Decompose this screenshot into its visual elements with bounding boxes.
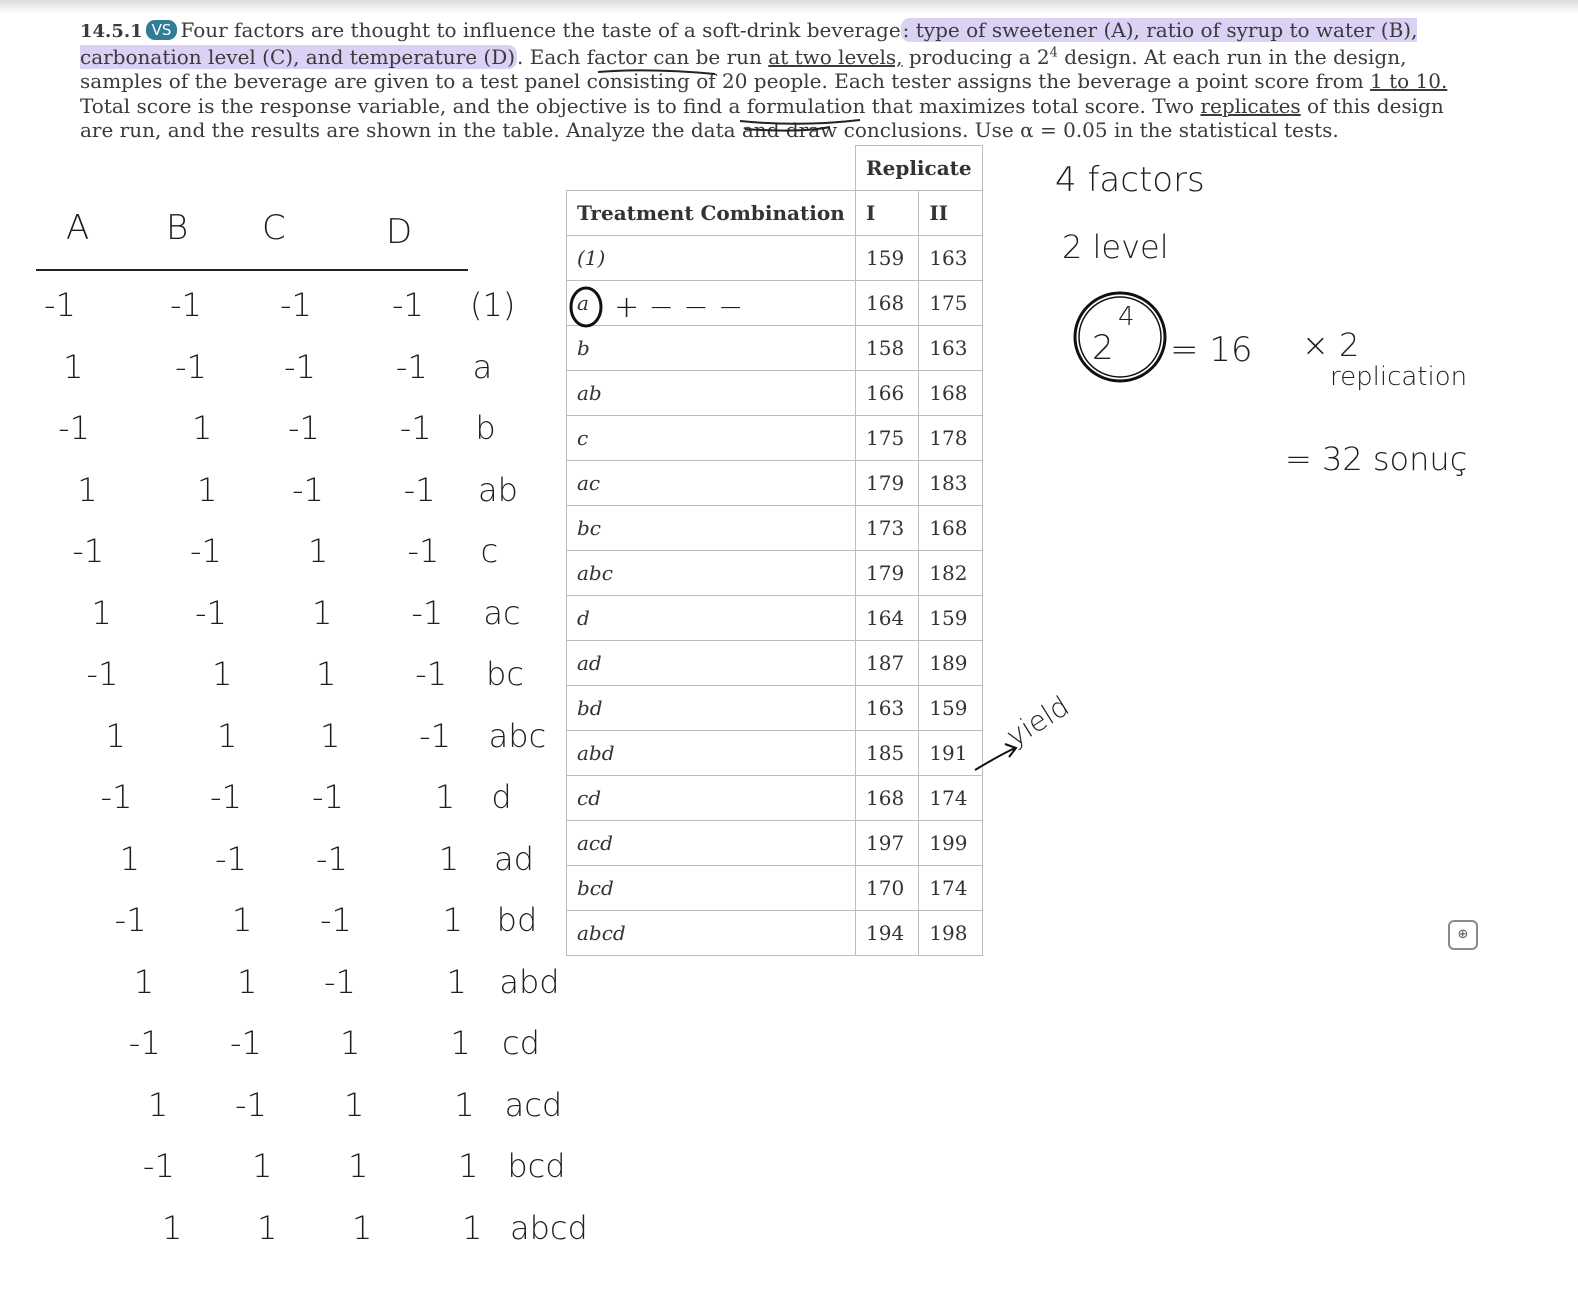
replicate-1-cell: 173 xyxy=(856,506,919,551)
hand-level-c: -1 xyxy=(324,962,356,1001)
hand-level-b: -1 xyxy=(190,532,222,570)
hand-level-b: 1 xyxy=(212,655,233,693)
replicate-2-header: II xyxy=(919,191,982,236)
strike-scribble xyxy=(740,120,860,131)
underline-scribble xyxy=(598,70,715,74)
replicate-2-cell: 175 xyxy=(919,281,982,326)
replicate-1-cell: 197 xyxy=(856,821,919,866)
hand-level-c: 1 xyxy=(344,1085,365,1124)
replicate-1-cell: 166 xyxy=(856,371,919,416)
hand-run-label: cd xyxy=(502,1024,540,1062)
highlighted-factors: : type of sweetener (A), ratio of syrup to water (B), carbonation level (C), and temperature (D) xyxy=(80,18,1418,69)
hand-run-label: b xyxy=(475,409,496,447)
hand-level-a: 1 xyxy=(63,347,84,386)
replicate-1-cell: 185 xyxy=(856,731,919,776)
replicate-2-cell: 163 xyxy=(919,236,982,281)
hand-header-d: D xyxy=(386,212,413,252)
replicate-1-cell: 159 xyxy=(856,236,919,281)
hand-run-label: d xyxy=(491,778,512,816)
hand-level-b: 1 xyxy=(257,1208,278,1247)
treatment-cell: cd xyxy=(567,776,856,821)
hand-level-c: 1 xyxy=(316,655,337,693)
hand-level-a: -1 xyxy=(44,286,76,324)
hand-level-c: 1 xyxy=(312,593,333,632)
hand-level-b: -1 xyxy=(230,1024,262,1062)
replicate-2-cell: 178 xyxy=(919,416,982,461)
replicate-1-cell: 163 xyxy=(856,686,919,731)
hand-run-label: abcd xyxy=(510,1208,588,1247)
underlined-replicates: replicates xyxy=(1200,93,1301,118)
replicate-1-cell: 164 xyxy=(856,596,919,641)
hand-level-b: 1 xyxy=(217,716,238,755)
replicate-2-cell: 174 xyxy=(919,776,982,821)
hand-power-exp: 4 xyxy=(1118,302,1135,332)
replicate-2-cell: 182 xyxy=(919,551,982,596)
replicate-2-cell: 174 xyxy=(919,866,982,911)
hand-level-c: 1 xyxy=(308,532,329,570)
translate-icon[interactable]: ⊕ xyxy=(1448,920,1478,950)
treatment-combination-header: Treatment Combination xyxy=(567,191,856,236)
hand-level-b: 1 xyxy=(252,1147,273,1185)
treatment-cell: abd xyxy=(567,731,856,776)
treatment-cell: ac xyxy=(567,461,856,506)
hand-level-c: 1 xyxy=(348,1147,369,1185)
hand-level-b: -1 xyxy=(175,347,207,386)
hand-level-d: -1 xyxy=(407,532,440,570)
hand-run-label: bc xyxy=(486,655,524,693)
hand-a-signs: + − − − xyxy=(614,290,744,325)
replicate-1-cell: 194 xyxy=(856,911,919,956)
problem-text-1: Four factors are thought to influence the taste of a soft-drink beverage xyxy=(180,18,901,42)
hand-level-a: 1 xyxy=(119,839,140,878)
problem-number: 14.5.1 xyxy=(80,21,143,42)
hand-run-label: bcd xyxy=(507,1147,566,1185)
hand-level-a: 1 xyxy=(105,716,126,755)
hand-yield: yield xyxy=(1000,689,1075,753)
hand-levels: 2 level xyxy=(1062,228,1169,266)
hand-factors: 4 factors xyxy=(1055,160,1205,200)
hand-level-b: -1 xyxy=(235,1085,267,1124)
hand-level-d: -1 xyxy=(415,655,448,693)
hand-level-d: 1 xyxy=(458,1147,479,1185)
treatment-cell: d xyxy=(567,596,856,641)
hand-level-a: 1 xyxy=(77,470,98,509)
replicate-1-cell: 170 xyxy=(856,866,919,911)
replicate-header: Replicate xyxy=(856,146,983,191)
hand-level-c: -1 xyxy=(316,839,348,878)
hand-level-d: 1 xyxy=(434,778,456,816)
replicate-2-cell: 159 xyxy=(919,596,982,641)
vs-badge[interactable]: VS xyxy=(146,20,178,40)
treatment-cell: abc xyxy=(567,551,856,596)
hand-header-b: B xyxy=(166,208,189,248)
treatment-cell: (1) xyxy=(567,236,856,281)
problem-text-5: producing a 2 xyxy=(902,44,1050,69)
replicate-2-cell: 191 xyxy=(919,731,982,776)
hand-run-label: a xyxy=(472,347,493,386)
hand-level-b: 1 xyxy=(192,409,213,447)
hand-run-label: (1) xyxy=(470,286,516,324)
hand-level-d: 1 xyxy=(454,1085,475,1124)
treatment-cell: ad xyxy=(567,641,856,686)
replicate-2-cell: 163 xyxy=(919,326,982,371)
treatment-cell: bcd xyxy=(567,866,856,911)
replicate-2-cell: 183 xyxy=(919,461,982,506)
replicate-1-header: I xyxy=(856,191,919,236)
problem-text-10: of this design are run, and the results are shown in the table. Analyze the data and draw conclusions. Use α = 0.05 in the statistical tests. xyxy=(80,93,1444,142)
hand-header-a: A xyxy=(66,208,90,248)
hand-level-c: -1 xyxy=(320,901,352,939)
hand-level-b: -1 xyxy=(195,593,227,632)
hand-eq16: = 16 xyxy=(1170,330,1253,370)
replicate-2-cell: 189 xyxy=(919,641,982,686)
hand-power-base: 2 xyxy=(1092,328,1114,368)
hand-level-d: -1 xyxy=(399,409,432,447)
hand-level-a: -1 xyxy=(72,532,105,570)
hand-level-a: -1 xyxy=(100,778,133,816)
design-exponent: 4 xyxy=(1049,44,1058,60)
hand-level-c: 1 xyxy=(340,1024,361,1062)
treatment-cell: bd xyxy=(567,686,856,731)
hand-times2: × 2 xyxy=(1302,326,1360,364)
treatment-cell: c xyxy=(567,416,856,461)
hand-level-b: -1 xyxy=(170,286,202,324)
hand-level-a: 1 xyxy=(147,1085,169,1124)
hand-run-label: ac xyxy=(483,593,521,632)
replicate-1-cell: 168 xyxy=(856,281,919,326)
hand-level-a: 1 xyxy=(133,962,155,1001)
treatment-cell: a xyxy=(567,281,856,326)
hand-level-c: 1 xyxy=(320,716,341,755)
problem-text-6: design. At each run in the design, samples of the beverage are given to a test panel consisting of 20 people. Each tester assigns the beverage a point score from xyxy=(80,44,1407,93)
hand-level-c: -1 xyxy=(280,286,312,324)
hand-level-a: -1 xyxy=(128,1024,161,1062)
treatment-cell: abcd xyxy=(567,911,856,956)
arrow-icon xyxy=(975,744,1016,770)
hand-level-d: -1 xyxy=(419,716,451,755)
hand-level-b: 1 xyxy=(197,470,218,509)
replicate-2-cell: 168 xyxy=(919,371,982,416)
hand-level-d: -1 xyxy=(403,470,436,509)
replicate-1-cell: 187 xyxy=(856,641,919,686)
circle-a-mark xyxy=(571,288,601,326)
hand-run-label: abc xyxy=(488,716,547,755)
hand-level-d: 1 xyxy=(442,901,464,939)
hand-level-a: -1 xyxy=(114,901,147,939)
hand-level-d: 1 xyxy=(446,962,467,1001)
hand-level-c: -1 xyxy=(284,347,316,386)
hand-level-a: 1 xyxy=(162,1208,183,1247)
hand-level-c: -1 xyxy=(312,778,344,816)
hand-run-label: ad xyxy=(494,839,534,878)
replicate-2-cell: 168 xyxy=(919,506,982,551)
problem-text-8: Total score is the response variable, and the objective is to find a formulation that maximizes total score. Two xyxy=(80,93,1201,118)
hand-level-c: -1 xyxy=(288,409,320,447)
treatment-cell: bc xyxy=(567,506,856,551)
replicate-1-cell: 168 xyxy=(856,776,919,821)
hand-eq32: = 32 sonuç xyxy=(1285,440,1468,478)
replicate-1-cell: 179 xyxy=(856,461,919,506)
replicate-1-cell: 158 xyxy=(856,326,919,371)
treatment-cell: acd xyxy=(567,821,856,866)
treatment-cell: b xyxy=(567,326,856,371)
replicate-2-cell: 159 xyxy=(919,686,982,731)
problem-text-3: . Each factor can be run xyxy=(517,44,769,69)
hand-level-b: -1 xyxy=(215,839,247,878)
hand-level-d: 1 xyxy=(462,1208,483,1247)
hand-level-b: -1 xyxy=(210,778,242,816)
hand-header-c: C xyxy=(262,208,286,248)
underlined-score-range: 1 to 10. xyxy=(1370,69,1448,93)
treatment-cell: ab xyxy=(567,371,856,416)
hand-level-a: -1 xyxy=(142,1147,175,1185)
hand-level-b: 1 xyxy=(232,901,253,939)
replicate-1-cell: 175 xyxy=(856,416,919,461)
hand-level-c: -1 xyxy=(292,470,324,509)
hand-level-d: 1 xyxy=(450,1024,471,1062)
hand-replication: replication xyxy=(1330,362,1468,392)
hand-run-label: acd xyxy=(504,1085,563,1124)
hand-run-label: bd xyxy=(496,901,538,939)
hand-level-a: -1 xyxy=(58,409,91,447)
hand-level-c: 1 xyxy=(352,1208,373,1247)
hand-run-label: abd xyxy=(499,962,560,1001)
hand-level-d: -1 xyxy=(392,286,424,324)
hand-level-a: 1 xyxy=(91,593,112,632)
hand-level-a: -1 xyxy=(86,655,119,693)
hand-level-d: 1 xyxy=(438,839,460,878)
hand-level-d: -1 xyxy=(395,347,428,386)
hand-run-label: ab xyxy=(478,470,518,509)
replicate-1-cell: 179 xyxy=(856,551,919,596)
hand-level-d: -1 xyxy=(411,593,444,632)
replicate-2-cell: 199 xyxy=(919,821,982,866)
replicate-2-cell: 198 xyxy=(919,911,982,956)
hand-level-b: 1 xyxy=(237,962,258,1001)
underlined-two-levels: at two levels, xyxy=(768,44,903,69)
hand-run-label: c xyxy=(480,532,499,570)
